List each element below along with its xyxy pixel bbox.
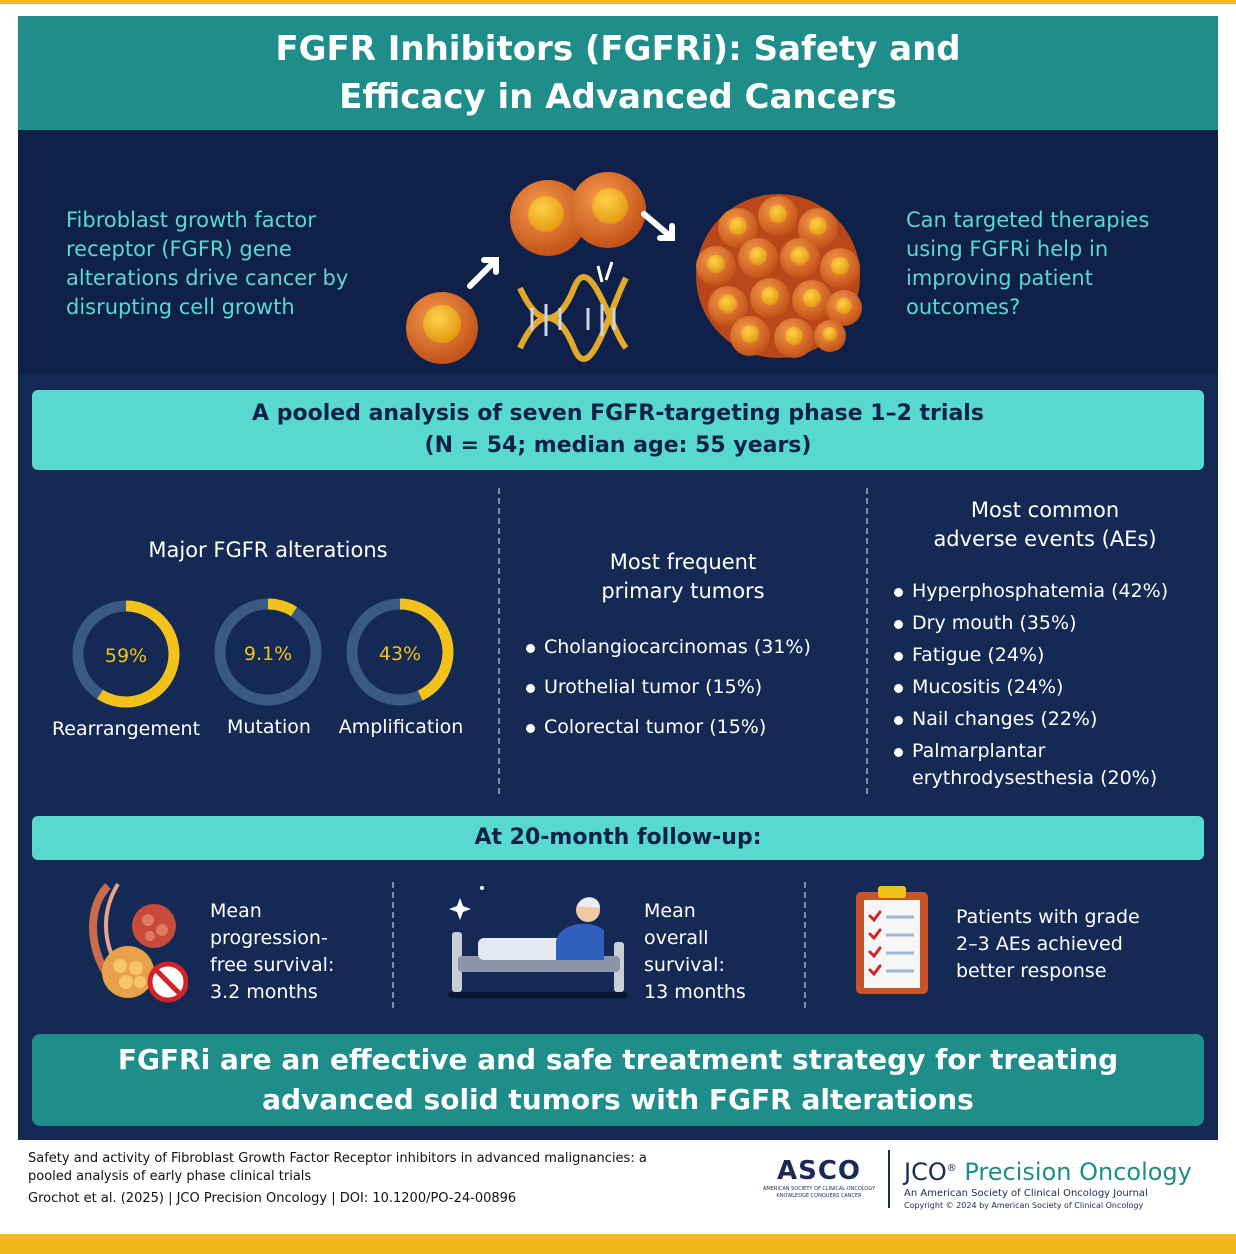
list-item: Nail changes (22%) [892, 706, 1212, 733]
followup-title: At 20-month follow-up: [474, 825, 762, 850]
title-line-1: FGFR Inhibitors (FGFRi): Safety and [275, 29, 961, 69]
response-text [956, 904, 1206, 985]
aes-title-line-1: Most common [970, 498, 1120, 522]
tumors-list [524, 634, 864, 754]
pfs-line: Mean [210, 900, 262, 922]
conclusion-line-2: advanced solid tumors with FGFR alterations [262, 1083, 974, 1116]
response-line: 2–3 AEs achieved [956, 933, 1123, 955]
dividing-cells-icon [510, 172, 646, 256]
os-line: Mean [644, 900, 696, 922]
asco-wordmark: ASCO [776, 1156, 862, 1186]
column-divider [392, 882, 394, 1008]
donut-rearrangement [70, 598, 182, 710]
os-text [644, 898, 794, 1006]
intro-right-text: Can targeted therapies using FGFRi help in improving patient outcomes? [906, 208, 1150, 319]
list-item: Dry mouth (35%) [892, 610, 1212, 637]
intro-section [18, 130, 1218, 374]
donut-label-mutation: Mutation [227, 716, 311, 738]
response-line: better response [956, 960, 1107, 982]
arrow-icon [470, 260, 496, 286]
analysis-banner [32, 390, 1204, 470]
followup-banner [32, 816, 1204, 860]
donut-chart [212, 596, 324, 708]
jco-copyright: Copyright © 2024 by American Society of Clinical Oncology [904, 1201, 1144, 1210]
os-line: 13 months [644, 981, 746, 1003]
os-line: survival: [644, 954, 725, 976]
pfs-line: progression- [210, 927, 328, 949]
asco-logo [756, 1156, 882, 1200]
citation [28, 1150, 668, 1208]
tumor-cluster-icon [696, 194, 862, 358]
jco-product: Precision Oncology [964, 1158, 1192, 1186]
citation-reference: Grochot et al. (2025) | JCO Precision Oncology | DOI: 10.1200/PO-24-00896 [28, 1191, 517, 1206]
cell-division-illustration [398, 158, 878, 368]
donut-value: 43% [378, 643, 422, 665]
donut-label-amplification: Amplification [338, 716, 464, 738]
single-cell-icon [406, 292, 478, 364]
aes-title-line-2: adverse events (AEs) [933, 527, 1157, 551]
list-item: Hyperphosphatemia (42%) [892, 578, 1212, 605]
jco-wordmark [904, 1154, 1224, 1187]
bottom-accent-bar [0, 1234, 1236, 1254]
tumors-title-line-2: primary tumors [601, 579, 765, 603]
dna-helix-icon [520, 262, 626, 359]
patient-bed-icon [438, 872, 638, 1002]
pfs-text [210, 898, 380, 1006]
arrow-icon [644, 214, 672, 238]
aes-title [880, 496, 1210, 554]
asco-tagline: KNOWLEDGE CONQUERS CANCER [776, 1193, 862, 1199]
list-item: Urothelial tumor (15%) [524, 674, 864, 701]
donut-mutation [212, 596, 324, 708]
conclusion-banner [32, 1034, 1204, 1126]
jco-registered: ® [946, 1163, 957, 1174]
jco-letters: JCO [904, 1158, 947, 1186]
donut-chart [344, 596, 456, 708]
donut-chart [70, 598, 182, 710]
list-item: Mucositis (24%) [892, 674, 1212, 701]
top-accent-line [0, 0, 1236, 4]
column-divider [866, 488, 868, 794]
clipboard-checklist-icon [852, 882, 932, 998]
donut-amplification [344, 596, 456, 708]
os-line: overall [644, 927, 709, 949]
list-item: Palmarplantar erythrodysesthesia (20%) [892, 738, 1212, 792]
response-line: Patients with grade [956, 906, 1140, 928]
list-item: Fatigue (24%) [892, 642, 1212, 669]
pfs-line: 3.2 months [210, 981, 318, 1003]
column-divider [804, 882, 806, 1008]
pfs-line: free survival: [210, 954, 335, 976]
jco-tagline: An American Society of Clinical Oncology Journal [904, 1188, 1148, 1199]
citation-title: Safety and activity of Fibroblast Growth Factor Receptor inhibitors in advanced malignancies: a pooled analysis of early phase clinical trials [28, 1151, 647, 1184]
donut-value: 59% [104, 645, 148, 667]
list-item: Cholangiocarcinomas (31%) [524, 634, 864, 661]
column-divider [498, 488, 500, 794]
tumors-title [508, 548, 858, 606]
list-item: Colorectal tumor (15%) [524, 714, 864, 741]
logo-divider [888, 1150, 890, 1208]
tumors-title-line-1: Most frequent [609, 550, 757, 574]
intro-left-text: Fibroblast growth factor receptor (FGFR) gene alterations drive cancer by disrupting cell growth [66, 208, 349, 319]
analysis-line-1: A pooled analysis of seven FGFR-targeting phase 1–2 trials [252, 401, 984, 426]
conclusion-line-1: FGFRi are an effective and safe treatment strategy for treating [117, 1043, 1119, 1076]
tumor-blood-vessel-icon [78, 876, 188, 1006]
jco-logo [904, 1154, 1224, 1211]
title-line-2: Efficacy in Advanced Cancers [339, 77, 897, 117]
title-banner [18, 16, 1218, 130]
aes-list [892, 578, 1212, 797]
alterations-title: Major FGFR alterations [148, 538, 388, 562]
donut-label-rearrangement: Rearrangement [51, 718, 201, 740]
donut-value: 9.1% [243, 643, 293, 665]
asco-subtitle: AMERICAN SOCIETY OF CLINICAL ONCOLOGY [763, 1186, 875, 1192]
infographic [18, 16, 1218, 1140]
analysis-line-2: (N = 54; median age: 55 years) [424, 433, 812, 458]
